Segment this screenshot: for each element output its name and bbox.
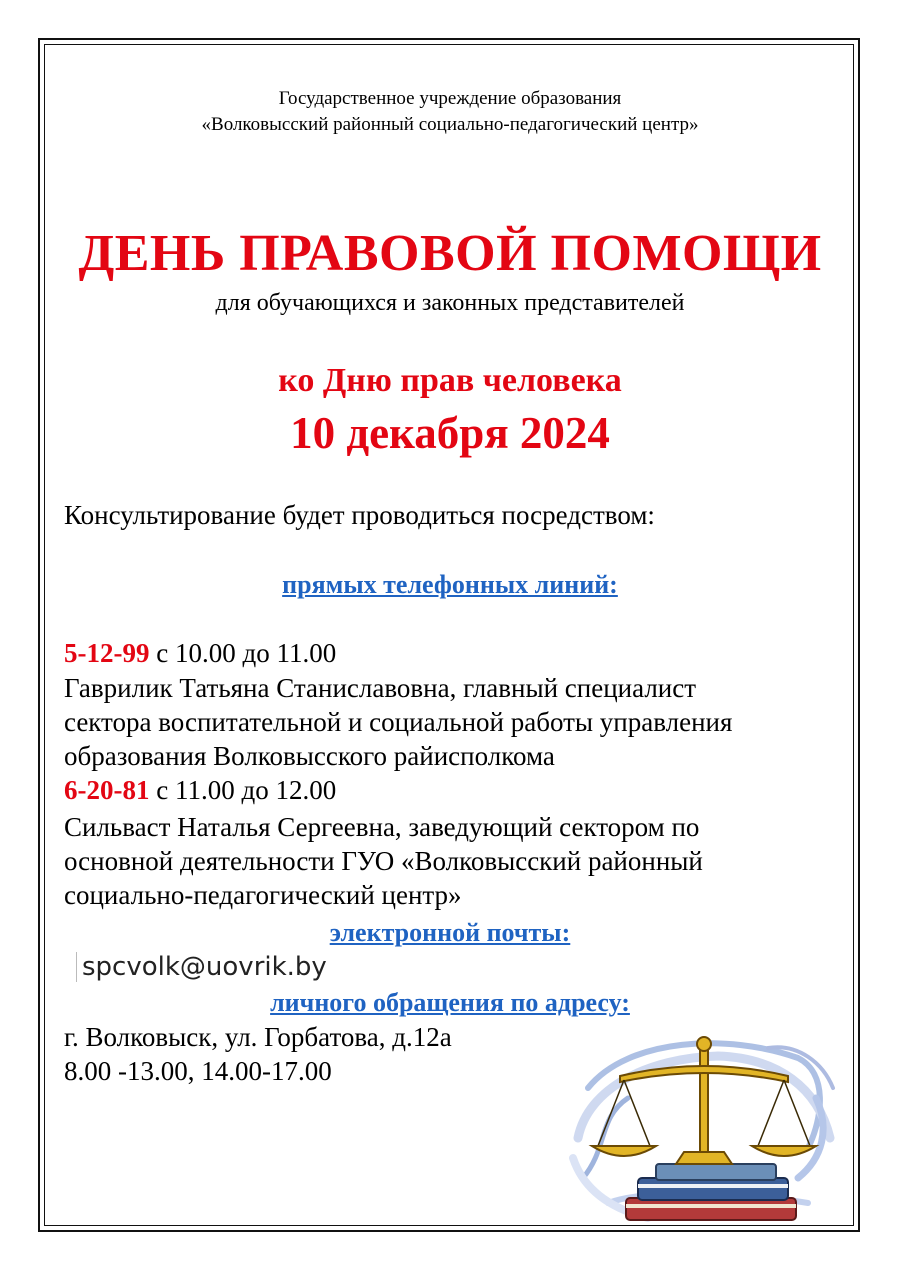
phone-entry-1-line-3: образования Волковысского райисполкома [64, 741, 555, 771]
email-link[interactable]: spcvolk@uovrik.by [76, 952, 327, 982]
phone-time-2: с 11.00 до 12.00 [149, 775, 337, 805]
phone-number-2: 6-20-81 [64, 775, 150, 805]
email-section-heading: электронной почты: [329, 918, 571, 947]
occasion-text: ко Дню прав человека [278, 362, 622, 399]
phone-entry-2-line-1: Сильваст Наталья Сергеевна, заведующий сектором по [64, 812, 700, 842]
phone-entry-2-line-2: основной деятельности ГУО «Волковысский районный [64, 846, 703, 876]
phone-section-heading-wrap [0, 570, 900, 600]
phone-section-heading: прямых телефонных линий: [282, 570, 618, 599]
address-section-heading-wrap [0, 988, 900, 1018]
phone-entry-1-line-1: Гаврилик Татьяна Станиславовна, главный специалист [64, 673, 697, 703]
address-section-heading: личного обращения по адресу: [270, 988, 630, 1017]
phone-entry-2 [64, 775, 336, 806]
books-stack-icon [626, 1164, 796, 1220]
phone-entry-1 [64, 638, 336, 669]
phone-entry-1-line-2: сектора воспитательной и социальной работы управления [64, 707, 733, 737]
address-text: г. Волковыск, ул. Горбатова, д.12а [64, 1022, 452, 1052]
consult-intro: Консультирование будет проводиться посредством: [64, 500, 655, 530]
page-title: ДЕНЬ ПРАВОВОЙ ПОМОЩИ [78, 225, 822, 282]
phone-entry-2-line-3: социально-педагогический центр» [64, 880, 462, 910]
phone-time-1: с 10.00 до 11.00 [149, 638, 337, 668]
org-name-line1: Государственное учреждение образования [278, 88, 622, 109]
org-name-line2: «Волковысский районный социально-педагогический центр» [201, 114, 699, 135]
page-subtitle: для обучающихся и законных представителей [215, 290, 685, 316]
scales-of-justice-icon [568, 1028, 838, 1228]
email-section-heading-wrap [0, 918, 900, 948]
office-hours: 8.00 -13.00, 14.00-17.00 [64, 1056, 332, 1086]
event-date: 10 декабря 2024 [290, 408, 610, 458]
phone-number-1: 5-12-99 [64, 638, 150, 668]
